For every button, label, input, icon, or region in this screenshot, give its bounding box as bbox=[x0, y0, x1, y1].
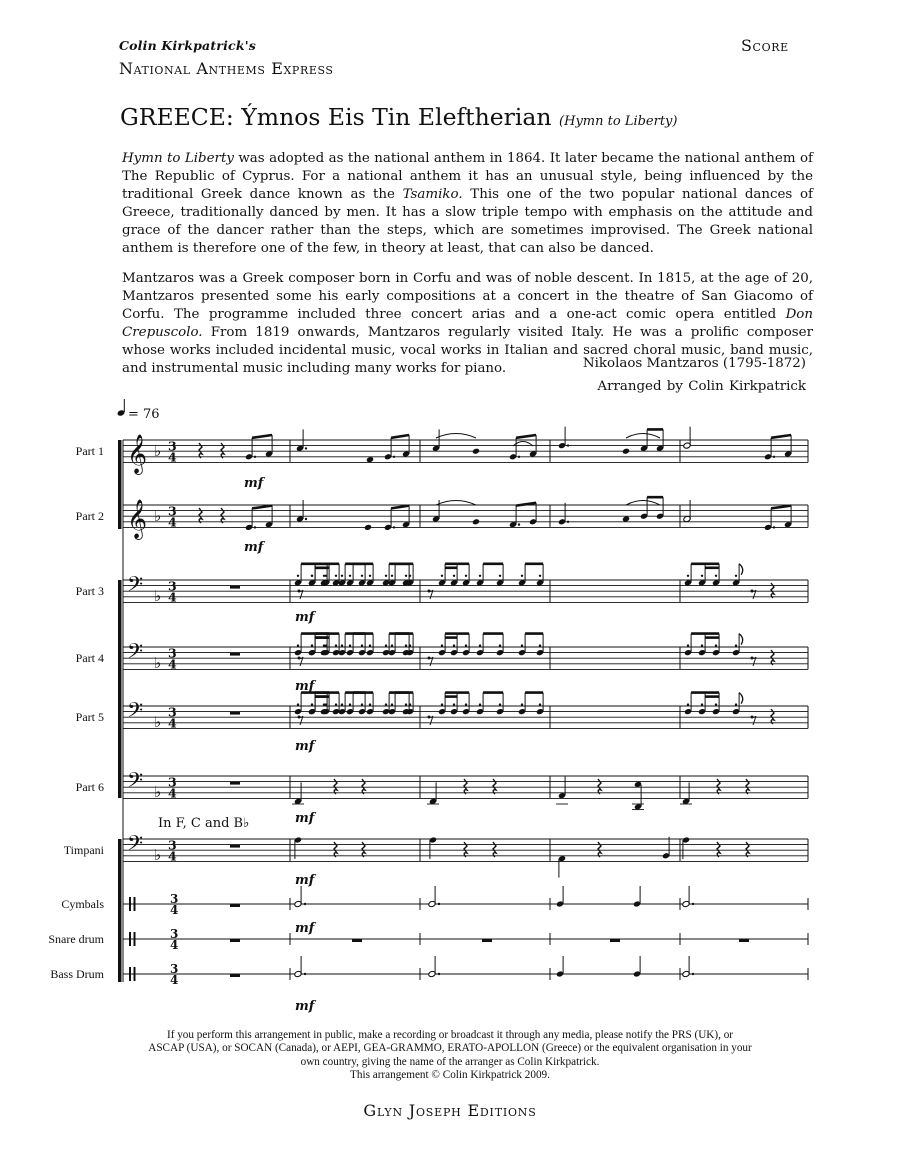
staccato-dot bbox=[391, 644, 393, 646]
eighth-rest bbox=[299, 716, 303, 725]
series-title: National Anthems Express bbox=[119, 59, 334, 78]
score-label: Score bbox=[741, 36, 789, 55]
percussion-clef bbox=[129, 897, 131, 911]
staccato-dot bbox=[323, 575, 325, 577]
staccato-dot bbox=[687, 575, 689, 577]
staccato-dot bbox=[453, 703, 455, 705]
time-signature-top: 3 bbox=[170, 962, 179, 976]
tempo-text: = 76 bbox=[128, 407, 160, 422]
staccato-dot bbox=[715, 575, 717, 577]
staccato-dot bbox=[479, 644, 481, 646]
note-dot bbox=[254, 456, 256, 458]
dynamic-mf: mf bbox=[295, 739, 315, 754]
beam bbox=[252, 506, 272, 509]
publisher-name: Glyn Joseph Editions bbox=[363, 1101, 537, 1120]
part-label: Bass Drum bbox=[50, 967, 104, 981]
note-dot bbox=[305, 518, 307, 520]
bass-clef: 𝄢 bbox=[127, 572, 144, 601]
staccato-dot bbox=[539, 644, 541, 646]
staccato-dot bbox=[715, 644, 717, 646]
bass-clef: 𝄢 bbox=[127, 768, 144, 797]
bass-clef: 𝄢 bbox=[127, 639, 144, 668]
time-signature-top: 3 bbox=[168, 438, 177, 454]
key-signature-flat: ♭ bbox=[154, 846, 162, 864]
time-signature-top: 3 bbox=[168, 578, 177, 594]
note-head bbox=[364, 524, 372, 531]
staccato-dot bbox=[499, 703, 501, 705]
staccato-dot bbox=[687, 703, 689, 705]
note-dot bbox=[518, 523, 520, 525]
staccato-dot bbox=[323, 703, 325, 705]
staccato-dot bbox=[701, 644, 703, 646]
staccato-dot bbox=[297, 703, 299, 705]
part-label: Part 4 bbox=[75, 651, 104, 665]
whole-rest bbox=[610, 939, 620, 942]
dynamic-mf: mf bbox=[295, 873, 315, 888]
staccato-dot bbox=[391, 575, 393, 577]
note-dot bbox=[518, 456, 520, 458]
time-signature-bottom: 4 bbox=[168, 449, 177, 465]
staccato-dot bbox=[341, 703, 343, 705]
key-signature-flat: ♭ bbox=[154, 654, 162, 672]
percussion-clef bbox=[134, 967, 136, 981]
staccato-dot bbox=[465, 575, 467, 577]
staccato-dot bbox=[297, 644, 299, 646]
time-signature-top: 3 bbox=[168, 503, 177, 519]
paragraph-text: Mantzaros was a Greek composer born in Corfu and was of noble descent. In 1815, at the age of 20, Mantzaros presented some his early compositions at a concert in the theatre of San Giacomo of Corfu. The programme included three concert arias and a one-act comic opera entitled bbox=[122, 271, 813, 322]
time-signature-top: 3 bbox=[168, 704, 177, 720]
paragraph-text: was adopted as the national anthem in 1864. It later became the national anthem of The Republic of Cyprus. For a national anthem it has an unusual style, being influenced by the traditional Greek dance known as the bbox=[122, 151, 813, 202]
staccato-dot bbox=[539, 575, 541, 577]
staccato-dot bbox=[441, 644, 443, 646]
eighth-rest bbox=[429, 590, 433, 599]
note-dot bbox=[692, 973, 694, 975]
italic-don-crepuscolo: Don Crepuscolo. bbox=[122, 307, 813, 340]
footer-line: own country, giving the name of the arranger as Colin Kirkpatrick. bbox=[300, 1055, 600, 1068]
accompaniment-notes bbox=[230, 564, 774, 599]
staccato-dot bbox=[465, 703, 467, 705]
staccato-dot bbox=[521, 644, 523, 646]
italic-hymn-to-liberty: Hymn to Liberty bbox=[122, 151, 234, 166]
accompaniment-notes bbox=[230, 693, 774, 725]
treble-clef: 𝄞 bbox=[127, 499, 148, 539]
title-main: GREECE: Ýmnos Eis Tin Eleftherian bbox=[120, 103, 552, 131]
time-signature-bottom: 4 bbox=[168, 785, 177, 801]
note-head bbox=[622, 448, 630, 455]
staccato-dot bbox=[385, 575, 387, 577]
eighth-rest bbox=[752, 716, 756, 725]
staff-2 bbox=[123, 505, 808, 527]
note-dot bbox=[567, 444, 569, 446]
staccato-dot bbox=[349, 703, 351, 705]
bracket-upper bbox=[118, 440, 122, 529]
key-signature-flat: ♭ bbox=[154, 507, 162, 525]
staccato-dot bbox=[385, 644, 387, 646]
staccato-dot bbox=[341, 644, 343, 646]
bass-clef: 𝄢 bbox=[127, 698, 144, 727]
percussion-clef bbox=[134, 932, 136, 946]
time-signature-bottom: 4 bbox=[170, 973, 179, 987]
bass-clef: 𝄢 bbox=[127, 831, 144, 860]
slur bbox=[626, 434, 660, 439]
dynamic-mf: mf bbox=[244, 476, 264, 491]
staccato-dot bbox=[521, 575, 523, 577]
whole-rest bbox=[482, 939, 492, 942]
percussion-clef bbox=[129, 932, 131, 946]
series-author: Colin Kirkpatrick's bbox=[119, 38, 256, 53]
footer-line: If you perform this arrangement in public, make a recording or broadcast it through any media, please notify the PRS (UK), or bbox=[166, 1029, 734, 1041]
staccato-dot bbox=[391, 703, 393, 705]
time-signature-bottom: 4 bbox=[168, 589, 177, 605]
staccato-dot bbox=[453, 575, 455, 577]
staccato-dot bbox=[409, 703, 411, 705]
part-label: Cymbals bbox=[61, 897, 104, 911]
eighth-rest bbox=[752, 590, 756, 599]
dynamic-mf: mf bbox=[295, 999, 315, 1014]
timpani-tuning: In F, C and B♭ bbox=[158, 816, 250, 831]
staccato-dot bbox=[349, 575, 351, 577]
staccato-dot bbox=[701, 703, 703, 705]
time-signature-top: 3 bbox=[168, 774, 177, 790]
staccato-dot bbox=[341, 575, 343, 577]
dynamic-mf: mf bbox=[295, 610, 315, 625]
note-dot bbox=[438, 903, 440, 905]
time-signature-top: 3 bbox=[168, 837, 177, 853]
title-subtitle: (Hymn to Liberty) bbox=[559, 114, 678, 129]
time-signature-bottom: 4 bbox=[168, 848, 177, 864]
staccato-dot bbox=[539, 703, 541, 705]
copyright-notice bbox=[100, 1029, 800, 1082]
time-signature-top: 3 bbox=[170, 892, 179, 906]
italic-tsamiko: Tsamiko. bbox=[402, 187, 463, 202]
accompaniment-notes bbox=[230, 634, 774, 666]
staff-10 bbox=[123, 967, 808, 981]
tempo-marking bbox=[117, 399, 126, 417]
note-dot bbox=[393, 526, 395, 528]
melody-notes bbox=[199, 497, 792, 531]
staccato-dot bbox=[479, 703, 481, 705]
staccato-dot bbox=[479, 575, 481, 577]
staccato-dot bbox=[311, 703, 313, 705]
note-dot bbox=[438, 973, 440, 975]
note-dot bbox=[304, 903, 306, 905]
note-dot bbox=[304, 973, 306, 975]
staccato-dot bbox=[715, 703, 717, 705]
part-label: Part 2 bbox=[75, 509, 104, 523]
beam bbox=[391, 506, 409, 509]
arranger-credit: Arranged by Colin Kirkpatrick bbox=[597, 379, 806, 394]
dynamic-mf: mf bbox=[295, 811, 315, 826]
melody-notes bbox=[199, 427, 792, 464]
staccato-dot bbox=[405, 703, 407, 705]
staccato-dot bbox=[409, 575, 411, 577]
note-flag bbox=[739, 693, 743, 704]
footer-line: This arrangement © Colin Kirkpatrick 2009. bbox=[350, 1068, 550, 1081]
staccato-dot bbox=[441, 703, 443, 705]
whole-rest bbox=[230, 904, 240, 907]
staccato-dot bbox=[323, 644, 325, 646]
staccato-dot bbox=[521, 703, 523, 705]
whole-rest bbox=[739, 939, 749, 942]
whole-rest bbox=[230, 974, 240, 977]
staccato-dot bbox=[311, 575, 313, 577]
time-signature-bottom: 4 bbox=[170, 903, 179, 917]
part-label: Snare drum bbox=[48, 932, 104, 946]
note-dot bbox=[773, 456, 775, 458]
beam bbox=[391, 435, 409, 438]
whole-rest bbox=[230, 586, 240, 589]
whole-rest bbox=[230, 939, 240, 942]
paragraph-text: From 1819 onwards, Mantzaros regularly visited Italy. He was a prolific composer whose works included incidental music, vocal works in Italian and sacred choral music, band music, and instrumental music including many works for piano. bbox=[122, 325, 813, 376]
slur bbox=[436, 501, 476, 506]
note-dot bbox=[692, 903, 694, 905]
staccato-dot bbox=[465, 644, 467, 646]
staccato-dot bbox=[441, 575, 443, 577]
staff-8 bbox=[123, 897, 808, 911]
staccato-dot bbox=[409, 644, 411, 646]
paragraph-text: This one of the two popular national dances of Greece, traditionally danced by men. It has a slow triple tempo with emphasis on the attitude and grace of the dancer rather than the steps, which are sometimes improvised. The Greek national anthem is therefore one of the few, in theory at least, that can also be danced. bbox=[122, 187, 813, 256]
note-dot bbox=[393, 456, 395, 458]
note-dot bbox=[254, 526, 256, 528]
percussion-clef bbox=[134, 897, 136, 911]
whole-rest bbox=[230, 653, 240, 656]
part-label: Part 6 bbox=[75, 780, 104, 794]
time-signature-bottom: 4 bbox=[168, 514, 177, 530]
eighth-rest bbox=[429, 716, 433, 725]
composer-credit: Nikolaos Mantzaros (1795-1872) bbox=[582, 356, 806, 371]
note-dot bbox=[567, 521, 569, 523]
time-signature-bottom: 4 bbox=[170, 938, 179, 952]
whole-rest bbox=[230, 712, 240, 715]
staccato-dot bbox=[311, 644, 313, 646]
key-signature-flat: ♭ bbox=[154, 442, 162, 460]
treble-clef: 𝄞 bbox=[127, 434, 148, 474]
staccato-dot bbox=[369, 644, 371, 646]
note-head bbox=[472, 518, 480, 525]
slur bbox=[626, 501, 660, 506]
staccato-dot bbox=[369, 703, 371, 705]
part-label: Part 5 bbox=[75, 710, 104, 724]
staccato-dot bbox=[687, 644, 689, 646]
staccato-dot bbox=[349, 644, 351, 646]
staccato-dot bbox=[297, 575, 299, 577]
note-dot bbox=[773, 526, 775, 528]
note-flag bbox=[739, 564, 743, 575]
staff-9 bbox=[123, 932, 808, 946]
beam bbox=[771, 506, 791, 509]
staccato-dot bbox=[335, 575, 337, 577]
staccato-dot bbox=[361, 575, 363, 577]
eighth-rest bbox=[299, 657, 303, 666]
slur bbox=[436, 434, 476, 439]
whole-rest bbox=[230, 782, 240, 785]
note-head bbox=[472, 448, 480, 455]
eighth-rest bbox=[429, 657, 433, 666]
staccato-dot bbox=[499, 644, 501, 646]
part-label: Timpani bbox=[63, 843, 104, 857]
eighth-rest bbox=[299, 590, 303, 599]
footer-line: ASCAP (USA), or SOCAN (Canada), or AEPI, GEA-GRAMMO, ERATO-APOLLON (Greece) or the equivalent organisation in your bbox=[148, 1042, 752, 1055]
dynamic-mf: mf bbox=[295, 921, 315, 936]
time-signature-top: 3 bbox=[168, 645, 177, 661]
staccato-dot bbox=[369, 575, 371, 577]
time-signature-top: 3 bbox=[170, 927, 179, 941]
time-signature-bottom: 4 bbox=[168, 715, 177, 731]
bracket-percussion bbox=[118, 839, 122, 982]
staccato-dot bbox=[735, 575, 737, 577]
bracket-lower bbox=[118, 580, 122, 798]
staccato-dot bbox=[385, 703, 387, 705]
staccato-dot bbox=[499, 575, 501, 577]
beam bbox=[771, 435, 791, 438]
staccato-dot bbox=[335, 644, 337, 646]
staccato-dot bbox=[453, 644, 455, 646]
staccato-dot bbox=[735, 644, 737, 646]
staccato-dot bbox=[701, 575, 703, 577]
staccato-dot bbox=[735, 703, 737, 705]
staccato-dot bbox=[405, 644, 407, 646]
note-flag bbox=[739, 634, 743, 645]
key-signature-flat: ♭ bbox=[154, 713, 162, 731]
part-label: Part 3 bbox=[75, 584, 104, 598]
time-signature-bottom: 4 bbox=[168, 656, 177, 672]
timpani-notes bbox=[230, 836, 749, 877]
key-signature-flat: ♭ bbox=[154, 783, 162, 801]
staccato-dot bbox=[335, 703, 337, 705]
percussion-clef bbox=[129, 967, 131, 981]
eighth-rest bbox=[752, 657, 756, 666]
staff-1 bbox=[123, 440, 808, 462]
part-label: Part 1 bbox=[75, 444, 104, 458]
beam bbox=[252, 435, 272, 438]
staccato-dot bbox=[361, 644, 363, 646]
note-dot bbox=[305, 447, 307, 449]
whole-rest bbox=[230, 845, 240, 848]
beam bbox=[516, 435, 536, 438]
staccato-dot bbox=[405, 575, 407, 577]
staccato-dot bbox=[361, 703, 363, 705]
dynamic-mf: mf bbox=[244, 540, 264, 555]
whole-rest bbox=[352, 939, 362, 942]
dynamic-mf: mf bbox=[295, 679, 315, 694]
key-signature-flat: ♭ bbox=[154, 587, 162, 605]
